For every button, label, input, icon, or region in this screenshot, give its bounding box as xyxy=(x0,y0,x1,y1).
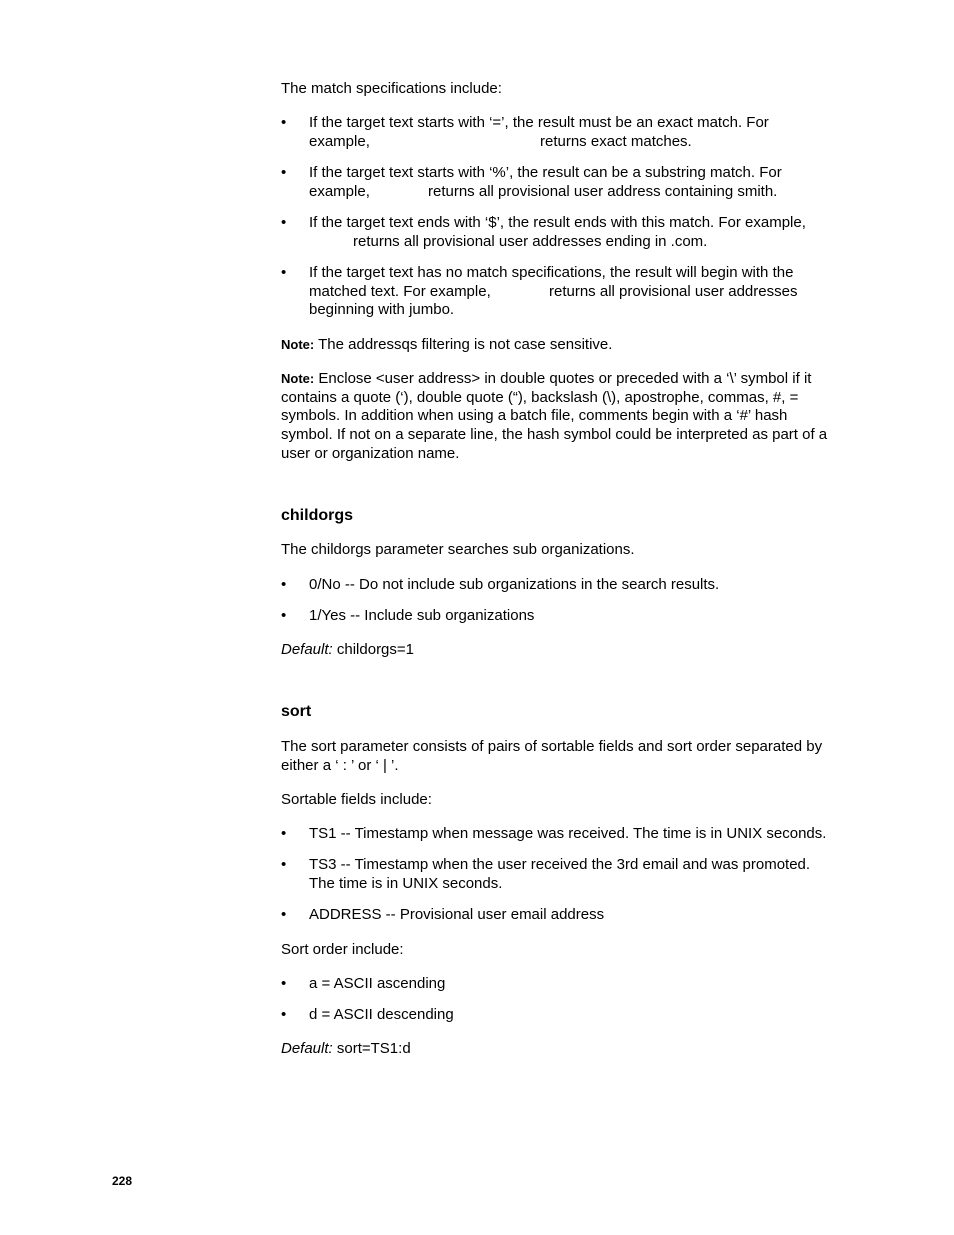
match-item-2-line-1: If the target text starts with ‘%’, the result can be a substring match. For xyxy=(309,164,782,181)
match-item-4-line-2b: returns all provisional user addresses xyxy=(549,283,798,300)
default-value: childorgs=1 xyxy=(332,641,415,658)
page-number: 228 xyxy=(112,1174,133,1188)
sort-order-intro: Sort order include: xyxy=(281,941,404,958)
note-text: Enclose <user address> in double quotes or preceded with a ‘\’ symbol if it xyxy=(314,370,812,387)
childorgs-item-1: 0/No -- Do not include sub organizations in the search results. xyxy=(309,576,720,593)
sortable-fields-intro: Sortable fields include: xyxy=(281,791,432,808)
bullet: • xyxy=(281,164,287,181)
bullet: • xyxy=(281,214,287,231)
match-item-4-line-3: beginning with jumbo. xyxy=(309,301,455,318)
sort-default xyxy=(281,1040,411,1058)
match-item-3-line-1: If the target text ends with ‘$’, the result ends with this match. For example, xyxy=(309,214,806,231)
match-item-1-line-2a: example, xyxy=(309,133,370,150)
note-2-line-4: symbol. If not on a separate line, the hash symbol could be interpreted as part of a xyxy=(281,426,828,443)
default-value: sort=TS1:d xyxy=(332,1040,411,1057)
match-item-2-line-2b: returns all provisional user address containing smith. xyxy=(428,183,778,200)
bullet: • xyxy=(281,975,287,992)
default-label: Default: xyxy=(281,641,333,658)
sort-order-item-2: d = ASCII descending xyxy=(309,1006,454,1023)
sort-field-item-3: ADDRESS -- Provisional user email address xyxy=(309,906,605,923)
sort-field-item-2-line-1: TS3 -- Timestamp when the user received the 3rd email and was promoted. xyxy=(309,856,811,873)
default-label: Default: xyxy=(281,1040,333,1057)
bullet: • xyxy=(281,114,287,131)
sort-description-line-1: The sort parameter consists of pairs of sortable fields and sort order separated by xyxy=(281,738,823,755)
match-item-1-line-2b: returns exact matches. xyxy=(540,133,692,150)
childorgs-description: The childorgs parameter searches sub organizations. xyxy=(281,541,635,558)
note-label: Note: xyxy=(281,371,315,386)
note-2-line-1 xyxy=(281,370,811,388)
match-item-1-line-1: If the target text starts with ‘=’, the result must be an exact match. For xyxy=(309,114,769,131)
childorgs-heading: childorgs xyxy=(281,507,354,524)
sort-description-line-2: either a ‘ : ’ or ‘ | ’. xyxy=(281,757,399,774)
match-item-4-line-1: If the target text has no match specifications, the result will begin with the xyxy=(309,264,794,281)
note-text: The addressqs filtering is not case sensitive. xyxy=(314,336,613,353)
note-label: Note: xyxy=(281,337,315,352)
note-2-line-3: symbols. In addition when using a batch file, comments begin with a ‘#’ hash xyxy=(281,407,788,424)
bullet: • xyxy=(281,906,287,923)
match-item-3-line-2b: returns all provisional user addresses ending in .com. xyxy=(353,233,708,250)
sort-field-item-2-line-2: The time is in UNIX seconds. xyxy=(309,875,503,892)
sort-order-item-1: a = ASCII ascending xyxy=(309,975,446,992)
bullet: • xyxy=(281,856,287,873)
note-2-line-2: contains a quote (‘), double quote (“), backslash (\), apostrophe, commas, #, = xyxy=(281,389,799,406)
match-item-2-line-2a: example, xyxy=(309,183,370,200)
childorgs-default xyxy=(281,641,414,659)
bullet: • xyxy=(281,576,287,593)
bullet: • xyxy=(281,264,287,281)
childorgs-item-2: 1/Yes -- Include sub organizations xyxy=(309,607,535,624)
sort-field-item-1: TS1 -- Timestamp when message was received. The time is in UNIX seconds. xyxy=(309,825,827,842)
note-2-line-5: user or organization name. xyxy=(281,445,460,462)
intro-text: The match specifications include: xyxy=(281,80,502,97)
match-item-4-line-2a: matched text. For example, xyxy=(309,283,491,300)
bullet: • xyxy=(281,1006,287,1023)
bullet: • xyxy=(281,825,287,842)
sort-heading: sort xyxy=(281,703,312,720)
bullet: • xyxy=(281,607,287,624)
note-1 xyxy=(281,336,612,354)
